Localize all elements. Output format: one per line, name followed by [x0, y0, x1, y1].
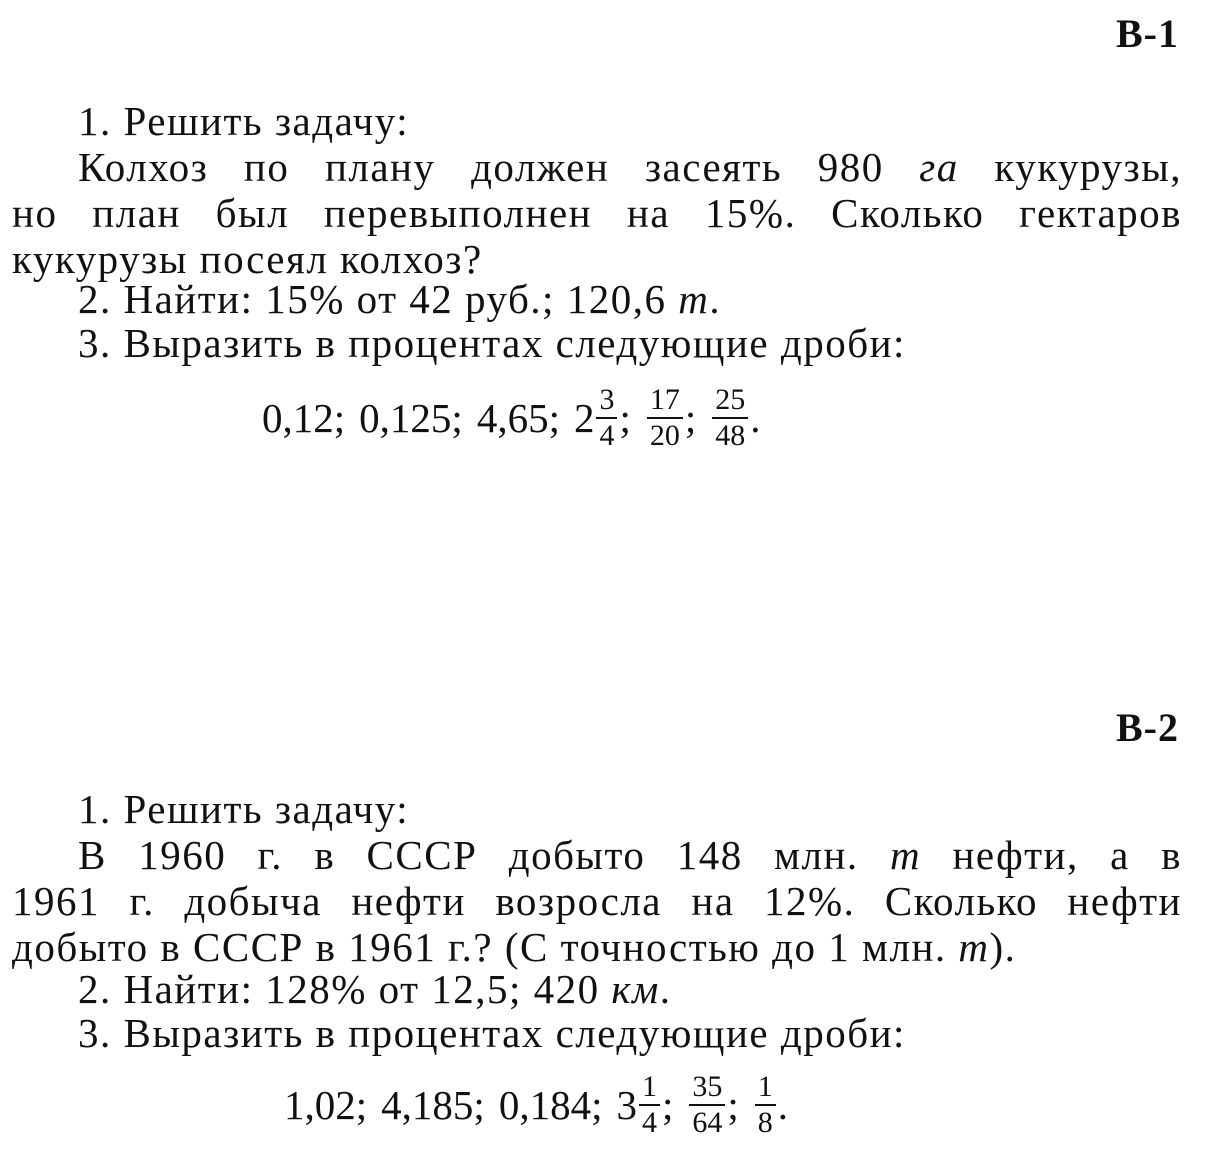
task-number: 1.	[78, 786, 112, 832]
task-2-text: 2. Найти: 15% от 42 руб.; 120,6 т.	[78, 276, 722, 322]
task-1-text-line-3: добыто в СССР в 1961 г.? (С точностью до 1 млн. т).	[12, 924, 1017, 970]
decimal-value: 4,65;	[476, 395, 560, 441]
task-title: Решить задачу:	[123, 98, 410, 144]
decimal-value: 0,125;	[359, 395, 463, 441]
mixed-number-fraction: $\frac{1}{4}$	[639, 1072, 660, 1138]
decimal-value: 1,02;	[284, 1082, 368, 1128]
decimal-value: 4,185;	[381, 1082, 485, 1128]
task-3-text: 3. Выразить в процентах следующие дроби:	[78, 1010, 906, 1056]
task-1-text-line-2: 1961 г. добыча нефти возросла на 12%. Сколько нефти	[12, 878, 1182, 924]
fraction: $\frac{35}{64}$	[689, 1072, 725, 1138]
fraction: $\frac{1}{8}$	[755, 1072, 776, 1138]
task-1-text-line-1: Колхоз по плану должен засеять 980 га кукурузы,	[78, 144, 1182, 190]
task-1-text-line-2: но план был перевыполнен на 15%. Сколько гектаров	[12, 190, 1182, 236]
task-title: Решить задачу:	[123, 786, 410, 832]
mixed-number-fraction: $\frac{3}{4}$	[596, 385, 617, 451]
unit-t: т	[958, 924, 990, 970]
mixed-number-whole: 3	[616, 1082, 637, 1128]
task-2-text: 2. Найти: 128% от 12,5; 420 км.	[78, 966, 672, 1012]
fraction: $\frac{25}{48}$	[712, 385, 748, 451]
unit-ha: га	[919, 144, 959, 190]
task-3-text: 3. Выразить в процентах следующие дроби:	[78, 320, 906, 366]
mixed-number-whole: 2	[573, 395, 595, 441]
unit-t: т	[889, 832, 922, 878]
task-1-text-line-1: В 1960 г. в СССР добыто 148 млн. т нефти, а в	[78, 832, 1182, 878]
unit-km: км	[611, 966, 660, 1012]
task-1-heading	[78, 786, 409, 832]
task-1-heading	[78, 98, 409, 144]
variant-label: В-1	[1116, 11, 1179, 56]
decimal-value: 0,12;	[262, 395, 346, 441]
decimal-value: 0,184;	[498, 1082, 603, 1128]
task-1-text-line-3: кукурузы посеял колхоз?	[12, 236, 483, 282]
variant-label: В-2	[1116, 705, 1179, 750]
unit-t: т	[678, 276, 710, 322]
fractions-formula: 0,12; 0,125; 4,65; 2 $\frac{3}{4}$ ; $\frac{17}{20}$ ; $\frac{25}{48}$ .	[262, 383, 761, 452]
fraction: $\frac{17}{20}$	[647, 385, 683, 451]
fractions-formula: 1,02; 4,185; 0,184; 3 $\frac{1}{4}$ ; $\frac{35}{64}$ ; $\frac{1}{8}$ .	[284, 1070, 789, 1139]
task-number: 1.	[78, 98, 112, 144]
